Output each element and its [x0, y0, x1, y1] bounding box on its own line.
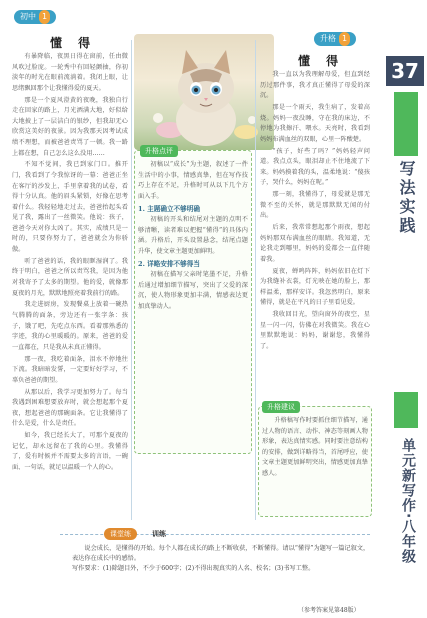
paragraph: 听了爸爸的话，我的眼眶湿润了。我终于明白，爸爸之所以责骂我，是因为他对我寄予了太多的期望。他的爱，就像那夏夜的月光，默默地照亮着我前行的路。	[12, 257, 128, 297]
comment-tag: 升格点评	[140, 145, 178, 157]
paragraph: 那是一个夏风澄黄的夜晚，我独自行走在回家的路上，月光洒满大地，好似给大地披上了一层洁白的银纱，但我却无心欣赏这美好的夜景。因为我那天因考试成绩不理想，而被爸爸责骂了一顿。我一路上都在想，自己怎么这么没用……	[12, 96, 128, 157]
level-badge-left	[14, 10, 56, 24]
right-essay-title: 懂 得	[298, 54, 345, 68]
level-badge-right	[314, 32, 356, 46]
comment-point-text: 初稿在描写父亲时笔墨不足，升格后通过增加细节描写，突出了父爱的深沉，使人物形象更加丰满，情感表达更加真挚动人。	[138, 270, 248, 310]
paragraph: 我收回目光，望向窗外的夜空，星星一闪一闪，仿佛在对我微笑。我在心里默默地说：妈妈，谢谢您，我懂得了。	[260, 311, 370, 350]
exercise-title: 训练	[152, 529, 166, 538]
sidebar-accent	[394, 92, 418, 156]
paragraph: 后来，我常常想起那个雨夜，想起妈妈那双布满血丝的眼睛。我知道，无论我走到哪里，妈妈的爱都会一直伴随着我。	[260, 224, 370, 263]
paragraph: 那一刻，我懂得了，母爱就是那无微不至的关怀，就是那默默无闻的付出。	[260, 191, 370, 220]
comment-point-title: 2. 详略安排不够得当	[138, 260, 200, 269]
paragraph: 我一直以为我理解母爱，但直到经历过那件事，我才真正懂得了母爱的深沉。	[260, 71, 370, 100]
paragraph: “孩子，好些了吗？”妈妈轻声问道。我点点头，眼泪却止不住地流了下来。妈妈摸着我的头，温柔地说：“傻孩子，哭什么，妈妈在呢。”	[260, 147, 370, 187]
left-essay-title: 懂 得	[50, 36, 97, 50]
paragraph: 那一夜，我吃着面条，泪水不停地往下流。我暗暗发誓，一定要好好学习，不辜负爸爸的期望。	[12, 355, 128, 384]
comment-point-text: 初稿的开头和结尾对主题的点明不够清晰，读者难以把握“懂得”的具体内涵。升格后，开头设置悬念，结尾点题升华，使文章主题更加鲜明。	[138, 215, 248, 255]
paragraph: 有暴降临，夜黑日得在窗前，任由微风吹过脸庞。一轮秀中有回轻颤抽，你初淡年的时光在眼前流淌着。我闭上眼，让思绪飘回那个让我懂得爱的夏天。	[12, 53, 128, 92]
right-margin	[376, 0, 427, 618]
right-essay	[260, 70, 370, 400]
page-number: 37	[386, 56, 424, 86]
teacher-review-paragraph: 升格稿写作时要抓住细节描写，通过人物的语言、动作、神态等刻画人物形象，表达真情实感。同时要注意结构的安排，做到详略得当，首尾呼应，使文章主题更加鲜明突出，情感更加真挚感人。	[262, 417, 368, 477]
comment-text	[138, 160, 248, 452]
paragraph: 那是一个雨天，我生病了，发着高烧。妈妈一夜没睡，守在我的床边，不停地为我擦汗、喂水。天亮时，我看到妈妈布满血丝的双眼，心里一阵酸楚。	[260, 103, 370, 143]
left-essay	[12, 52, 128, 528]
section-title: 写法实践	[397, 160, 416, 236]
teacher-review-tag: 升格建议	[262, 401, 300, 413]
badge-level: 1	[339, 32, 350, 46]
kitten-image	[134, 34, 274, 150]
exercise-prompt: 说会成长，是懂得的开始。每个人都在成长的路上不断收获，不断懂得。请以“懂得”为题写一篇记叙文，表达你在成长中的感悟。	[72, 545, 370, 562]
paragraph: 不知不觉间，我已到家门口。推开门，我看到了令我惊讶的一幕：爸爸正坐在客厅的沙发上，手里拿着我的试卷，看得十分认真。他的眉头紧锁，好像在思考着什么。我轻轻地走过去，爸爸抬起头看见了我，露出了一丝微笑。他说：孩子，爸爸今天对你太凶了。其实，成绩只是一时的，只要你努力了，爸爸就会为你骄傲。	[12, 161, 128, 254]
comment-point-title: 1. 主题确立不够明确	[138, 205, 200, 214]
badge-label: 升格	[320, 34, 336, 43]
teacher-review-text	[262, 416, 368, 514]
paragraph: 从那以后，我学习更加努力了。每当我遇到困难想要放弃时，就会想起那个夏夜，想起爸爸的那碗面条。它让我懂得了什么是爱，什么是责任。	[12, 388, 128, 428]
kitten-illustration	[134, 34, 274, 150]
paragraph: 我走进厨房，发现餐桌上放着一碗热气腾腾的面条，旁边还有一张字条：孩子，饿了吧，先吃点东西。看着那熟悉的字迹，我的心里暖暖的。原来，爸爸的爱一直都在，只是我从未真正懂得。	[12, 301, 128, 351]
section-subtitle: 单元新写作·八年级	[400, 438, 416, 565]
exercise-requirements: 写作要求：(1)除题目外，不少于600字；(2)不得出现真实的人名、校名；(3)书写工整。	[72, 565, 315, 572]
exercise-tag: 课堂练	[104, 528, 137, 540]
paragraph: 如今，我已经长大了，可那个夏夜的记忆，却永远留在了我的心里。我懂得了，爱有时候并不需要太多的言语，一碗面、一句话，就足以温暖一个人的心。	[12, 432, 128, 471]
sidebar-accent-2	[394, 392, 418, 428]
badge-label: 初中	[20, 12, 36, 21]
answer-reference: （参考答案见第48版）	[298, 607, 360, 614]
column-divider	[131, 40, 132, 520]
column-divider	[255, 40, 256, 520]
paragraph: 夏夜，蝉鸣阵阵，妈妈依旧在灯下为我缝补衣裳，灯光映在她的脸上，那样温柔，那样安详。我忽然明白，原来懂得，就是在平凡的日子里看见爱。	[260, 267, 370, 307]
badge-level: 1	[39, 10, 50, 24]
exercise-text	[72, 544, 370, 574]
comment-intro: 初稿以“成长”为主题，叙述了一件生活中的小事，情感真挚，但在写作技巧上存在不足，升格时可从以下几个方面入手。	[138, 161, 248, 200]
